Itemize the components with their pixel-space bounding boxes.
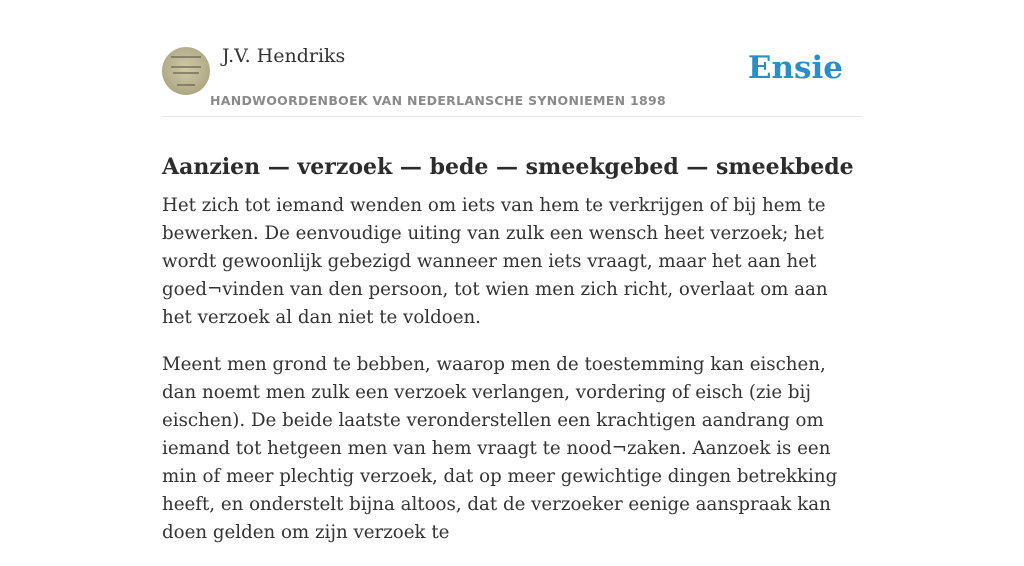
cover-line-decoration	[171, 66, 201, 68]
cover-line-decoration	[173, 72, 199, 74]
cover-line-decoration	[171, 56, 201, 58]
cover-line-decoration	[177, 84, 195, 86]
source-title[interactable]: HANDWOORDENBOEK VAN NEDERLANSCHE SYNONIEMEN 1898	[210, 93, 667, 108]
author-name[interactable]: J.V. Hendriks	[222, 45, 346, 67]
ensie-logo[interactable]: Ensie	[747, 50, 843, 86]
book-cover-avatar[interactable]	[162, 47, 210, 95]
paragraph: Het zich tot iemand wenden om iets van hem te verkrijgen of bij hem te bewerken. De eenvoudige uiting van zulk een wensch heet verzoek; het wordt gewoonlijk gebezigd wanneer men iets vraagt, maar het aan het goed¬vinden van den persoon, tot wien men zich richt, overlaat om aan het verzoek al dan niet te voldoen.	[162, 195, 828, 328]
article-title: Aanzien — verzoek — bede — smeekgebed — smeekbede	[162, 153, 854, 180]
content-container	[162, 0, 862, 543]
header	[162, 0, 862, 117]
paragraph: Meent men grond te bebben, waarop men de toestemming kan eischen, dan noemt men zulk een verzoek verlangen, vordering of eisch (zie bij eischen). De beide laatste veronderstellen een krachtigen aandrang om iemand tot hetgeen men van hem vraagt te nood¬zaken. Aanzoek is een min of meer plechtig verzoek, dat op meer gewichtige dingen betrekking heeft, en onderstelt bijna altoos, dat de verzoeker eenige aanspraak kan doen gelden om zijn verzoek te	[162, 354, 838, 543]
article-body	[162, 192, 862, 566]
